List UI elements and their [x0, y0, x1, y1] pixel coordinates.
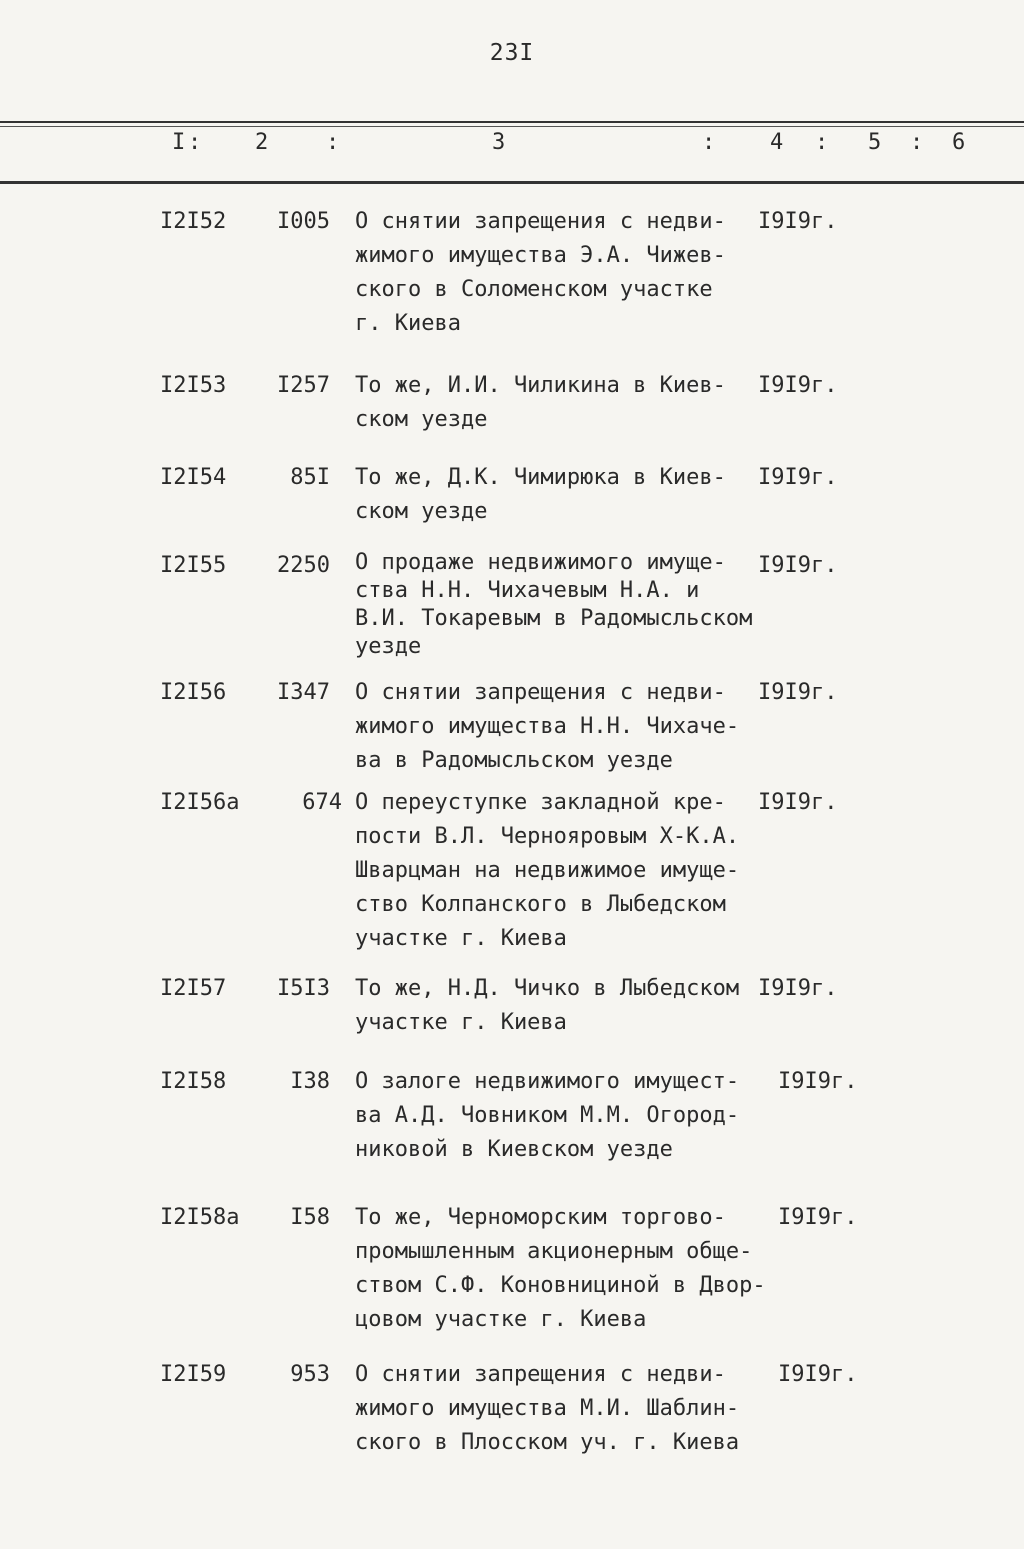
record-year: I9I9г.	[758, 553, 838, 578]
header-separator: :	[910, 130, 924, 155]
record-reference: I347	[277, 680, 330, 705]
record-year: I9I9г.	[758, 373, 838, 398]
record-description: О снятии запрещения с недви- жимого имущества Э.А. Чижев- ского в Соломенском участке г. Киева	[355, 209, 726, 336]
header-col-6: 6	[952, 130, 966, 155]
record-reference: 2250	[277, 553, 330, 578]
record-reference: 85I	[290, 465, 330, 490]
record-description: О переуступке закладной кре- пости В.Л. Чернояровым Х-К.А. Шварцман на недвижимое имуще- ство Колпанского в Лыбедском участке г. Киева	[355, 790, 740, 951]
record-number: I2I58а	[160, 1205, 240, 1230]
record-number: I2I53	[160, 373, 227, 398]
record-description: То же, Д.К. Чимирюка в Киев- ском уезде	[355, 465, 726, 524]
record-description: То же, Н.Д. Чичко в Лыбедском участке г. Киева	[355, 976, 740, 1035]
header-separator: :	[815, 130, 829, 155]
record-number: I2I55	[160, 553, 227, 578]
header-separator: :	[326, 130, 340, 155]
record-number: I2I58	[160, 1069, 227, 1094]
page-number: 23I	[489, 40, 535, 66]
record-description: О снятии запрещения с недви- жимого имущества М.И. Шаблин- ского в Плосском уч. г. Киева	[355, 1362, 740, 1455]
record-year: I9I9г.	[778, 1362, 858, 1387]
record-reference: 953	[290, 1362, 330, 1387]
record-year: I9I9г.	[758, 465, 838, 490]
header-col-4: 4	[770, 130, 784, 155]
record-description: То же, И.И. Чиликина в Киев- ском уезде	[355, 373, 726, 432]
record-reference: I38	[290, 1069, 330, 1094]
header-separator: :	[188, 130, 202, 155]
record-year: I9I9г.	[758, 976, 838, 1001]
record-description: О снятии запрещения с недви- жимого имущества Н.Н. Чихаче- ва в Радомысльском уезде	[355, 680, 740, 773]
header-col-1: I	[172, 130, 186, 155]
header-top-rule-thin	[0, 126, 1024, 127]
record-number: I2I52	[160, 209, 227, 234]
header-separator: :	[702, 130, 716, 155]
header-col-5: 5	[868, 130, 882, 155]
record-year: I9I9г.	[758, 209, 838, 234]
header-bottom-rule	[0, 181, 1024, 184]
record-number: I2I54	[160, 465, 227, 490]
record-year: I9I9г.	[778, 1069, 858, 1094]
record-number: I2I57	[160, 976, 227, 1001]
header-col-2: 2	[255, 130, 269, 155]
record-reference: I257	[277, 373, 330, 398]
record-description: О продаже недвижимого имуще- ства Н.Н. Чихачевым Н.А. и В.И. Токаревым в Радомысльском уезде	[355, 550, 753, 659]
record-reference: I5I3	[277, 976, 330, 1001]
record-reference: 674	[302, 790, 342, 815]
record-reference: I58	[290, 1205, 330, 1230]
header-top-rule	[0, 121, 1024, 123]
header-col-3: 3	[492, 130, 506, 155]
record-year: I9I9г.	[778, 1205, 858, 1230]
record-description: О залоге недвижимого имущест- ва А.Д. Човником М.М. Огород- никовой в Киевском уезде	[355, 1069, 740, 1162]
record-year: I9I9г.	[758, 790, 838, 815]
record-number: I2I59	[160, 1362, 227, 1387]
record-number: I2I56а	[160, 790, 240, 815]
record-description: То же, Черноморским торгово- промышленным акционерным обще- ством С.Ф. Коновнициной в Двор- цовом участке г. Киева	[355, 1205, 766, 1332]
record-reference: I005	[277, 209, 330, 234]
record-year: I9I9г.	[758, 680, 838, 705]
record-number: I2I56	[160, 680, 227, 705]
